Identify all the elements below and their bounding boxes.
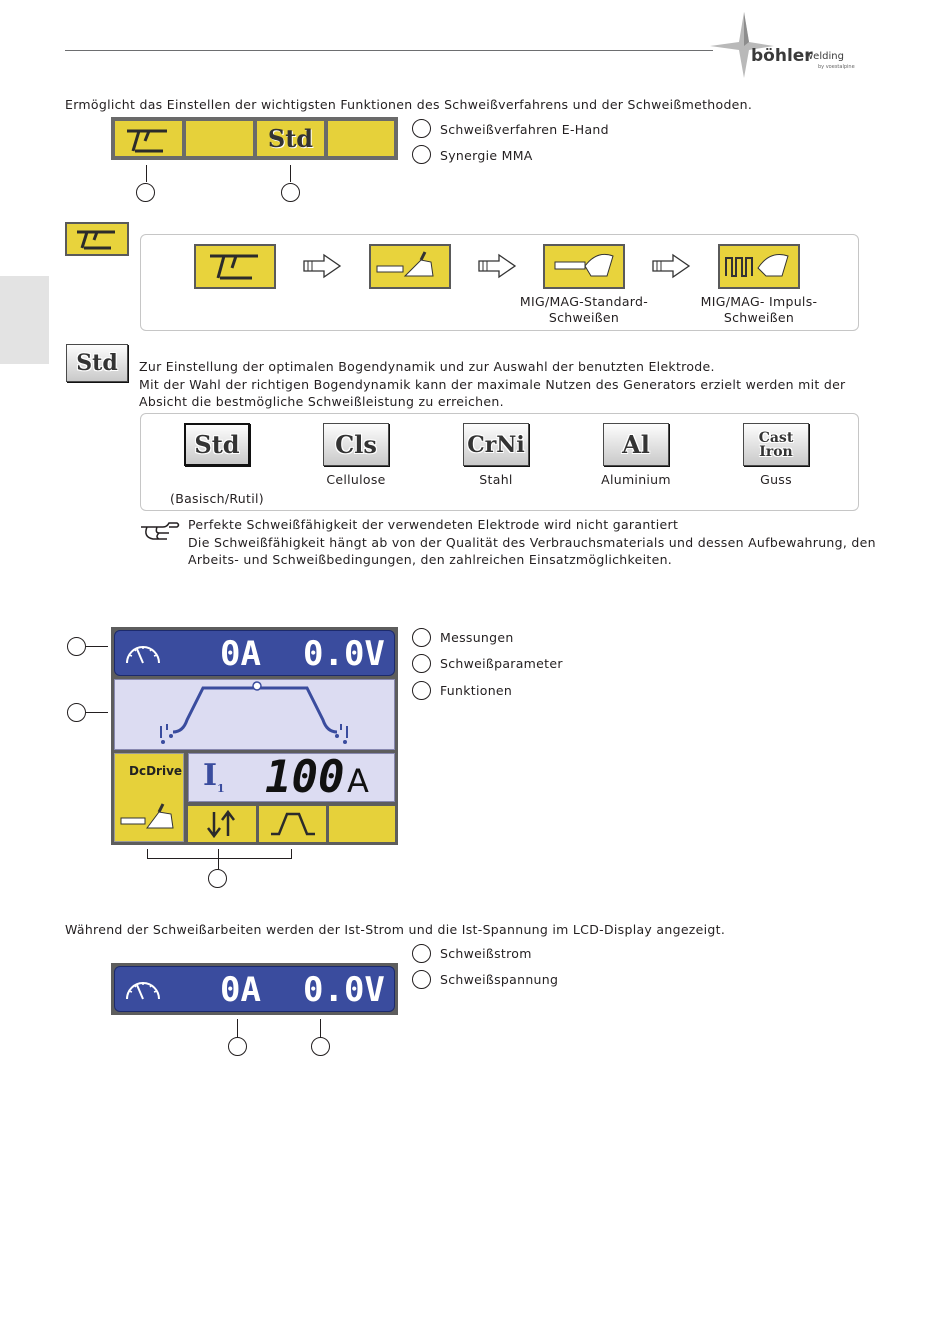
electrode-label-crni: Stahl <box>479 472 513 487</box>
std-line-2: Mit der Wahl der richtigen Bogendynamik kann der maximale Nutzen des Generators erzielt werden mit der <box>139 377 846 392</box>
torch-icon <box>119 802 181 838</box>
legend-circle-1 <box>412 119 431 138</box>
lcd-i1-icon: $I_1$ <box>203 758 225 795</box>
mig-pulse-label: MIG/MAG- Impuls- Schweißen <box>700 294 818 325</box>
electrode-crni-button[interactable] <box>463 423 529 466</box>
note-line-2: Die Schweißfähigkeit hängt ab von der Qualität des Verbrauchsmaterials und dessen Aufbewahrung, den <box>188 535 876 550</box>
mig-torch-icon <box>545 246 623 287</box>
lcd-legend-1: Messungen <box>440 630 514 645</box>
lcd-setpoint-box <box>188 753 395 802</box>
torch-icon <box>371 246 449 287</box>
lcd-small-voltage: 0.0V <box>303 970 385 1010</box>
lcd-small-current: 0A <box>220 970 261 1010</box>
std-label: Std <box>267 124 314 153</box>
electrode-al-button[interactable] <box>603 423 669 466</box>
electrode-label-castiron: Guss <box>760 472 792 487</box>
lcd-legend-circle-3 <box>412 681 431 700</box>
lcd-setpoint-unit: A <box>347 762 369 800</box>
lcd-mode-label: DcDrive <box>129 764 183 778</box>
note-line-3: Arbeits- und Schweißbedingungen, den zahlreichen Einsatzmöglichkeiten. <box>188 552 673 567</box>
note-line-1: Perfekte Schweißfähigkeit der verwendeten Elektrode wird nicht garantiert <box>188 517 679 532</box>
std-side-button[interactable] <box>66 344 128 382</box>
process-panel <box>111 117 398 160</box>
bottom-legend-1: Schweißstrom <box>440 946 532 961</box>
process-mma-button[interactable] <box>194 244 276 289</box>
legend-circle-2 <box>412 145 431 164</box>
gauge-icon <box>121 635 165 671</box>
lcd-voltage: 0.0V <box>303 634 385 674</box>
electrode-label-al: Aluminium <box>601 472 671 487</box>
pulse-torch-icon <box>720 246 798 287</box>
lcd-measure-bar <box>114 630 395 676</box>
bottom-legend-circle-2 <box>412 970 431 989</box>
section1-intro: Ermöglicht das Einstellen der wichtigsten Funktionen des Schweißverfahrens und der Schweißmethoden. <box>65 97 753 112</box>
mig-standard-label: MIG/MAG-Standard- Schweißen <box>519 294 649 325</box>
lcd-small-bar <box>114 966 395 1012</box>
electrode-crni-label: CrNi <box>467 431 525 458</box>
electrode-cls-label: Cls <box>335 430 377 459</box>
electrode-al-label: Al <box>622 430 650 459</box>
side-tab <box>0 276 49 364</box>
up-down-arrows-icon <box>188 806 256 842</box>
process-tig-button[interactable] <box>369 244 451 289</box>
lcd-mode-button[interactable] <box>114 753 184 842</box>
callout-circle-b <box>67 703 86 722</box>
callout-circle-d <box>228 1037 247 1056</box>
boehler-logo <box>708 8 868 78</box>
callout-circle-a <box>67 637 86 656</box>
electrode-castiron-button[interactable] <box>743 423 809 466</box>
electrode-icon <box>67 224 127 254</box>
lcd-small-display <box>111 963 398 1015</box>
welding-curve-icon <box>115 680 394 749</box>
bottom-legend-circle-1 <box>412 944 431 963</box>
lcd-main-display <box>111 627 398 845</box>
electrode-std-label: Std <box>194 430 240 459</box>
lcd-legend-3: Funktionen <box>440 683 513 698</box>
brand-sub: by voestalpine <box>818 64 855 70</box>
panel-btn-1[interactable] <box>115 121 182 156</box>
electrode-icon <box>196 246 274 287</box>
lcd-func-btn-1[interactable] <box>188 806 256 842</box>
brand-suffix: welding <box>805 51 844 62</box>
arrow-right-icon <box>651 253 691 279</box>
electrode-icon <box>115 121 182 156</box>
process-mig-standard-button[interactable] <box>543 244 625 289</box>
callout-circle-c <box>208 869 227 888</box>
lcd-graph-area <box>114 679 395 750</box>
electrode-cls-button[interactable] <box>323 423 389 466</box>
panel-btn-std[interactable] <box>257 121 324 156</box>
callout-circle-1 <box>136 183 155 202</box>
header-rule <box>65 50 713 51</box>
lcd-func-btn-3[interactable] <box>329 806 395 842</box>
lcd-func-btn-2[interactable] <box>259 806 326 842</box>
lcd-legend-circle-1 <box>412 628 431 647</box>
callout-circle-2 <box>281 183 300 202</box>
std-line-1: Zur Einstellung der optimalen Bogendynamik und zur Auswahl der benutzten Elektrode. <box>139 359 715 374</box>
trapezoid-curve-icon <box>259 806 326 842</box>
legend-item-1: Schweißverfahren E-Hand <box>440 122 609 137</box>
lcd-legend-2: Schweißparameter <box>440 656 563 671</box>
arrow-right-icon <box>302 253 342 279</box>
gauge-icon <box>121 971 165 1007</box>
panel-btn-2[interactable] <box>186 121 253 156</box>
lcd-current: 0A <box>220 634 261 674</box>
process-mig-pulse-button[interactable] <box>718 244 800 289</box>
std-side-label: Std <box>76 350 118 376</box>
brand-name: böhler <box>751 46 813 66</box>
process-side-button[interactable] <box>65 222 129 256</box>
legend-item-2: Synergie MMA <box>440 148 533 163</box>
std-line-3: Absicht die bestmögliche Schweißleistung zu erreichen. <box>139 394 504 409</box>
panel-btn-4[interactable] <box>328 121 394 156</box>
pointing-hand-icon <box>139 519 181 543</box>
electrode-castiron-label: Cast Iron <box>758 429 794 460</box>
lcd-legend-circle-2 <box>412 654 431 673</box>
callout-circle-e <box>311 1037 330 1056</box>
bottom-legend-2: Schweißspannung <box>440 972 559 987</box>
electrode-label-std: (Basisch/Rutil) <box>170 491 264 506</box>
electrode-label-cls: Cellulose <box>326 472 386 487</box>
bottom-intro: Während der Schweißarbeiten werden der Ist-Strom und die Ist-Spannung im LCD-Display angezeigt. <box>65 922 726 937</box>
arrow-right-icon <box>477 253 517 279</box>
electrode-std-button[interactable] <box>184 423 250 466</box>
lcd-setpoint-value: 100 <box>265 752 345 803</box>
